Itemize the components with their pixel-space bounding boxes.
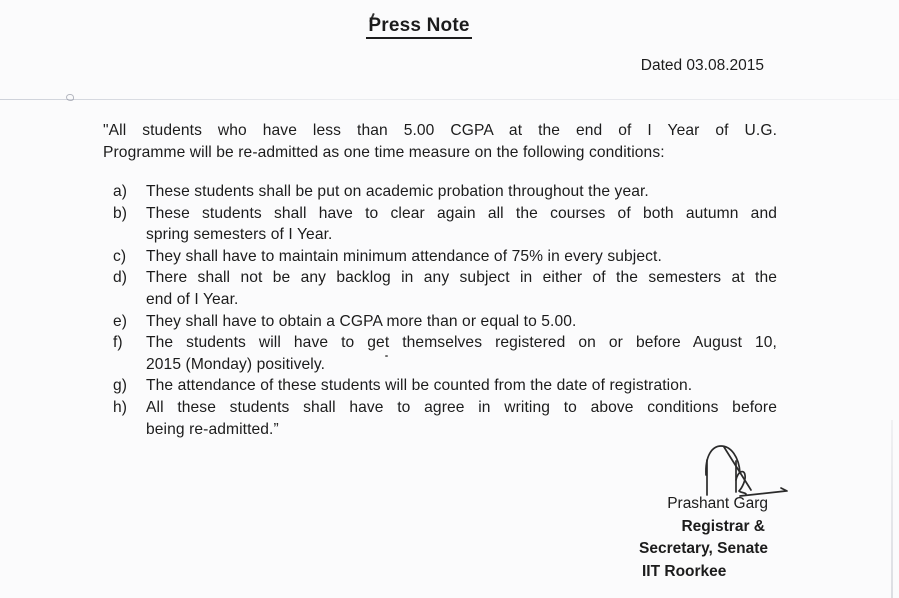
list-item-line: spring semesters of I Year. [146,226,333,244]
list-item [113,332,777,375]
page-title [0,15,838,37]
list-item [113,311,777,333]
list-item-line: The attendance of these students will be counted from the date of registration. [146,377,693,395]
scan-artifact-speck [66,94,74,101]
list-item-line: All these students shall have to agree in writing to above conditions before [146,398,777,416]
page-title-text: Press Note [366,15,471,39]
list-item-text [146,181,777,203]
intro-line: "All students who have less than 5.00 CGPA at the end of I Year of U.G. [103,122,777,139]
list-item [113,267,777,310]
signatory-name: Prashant Garg [667,495,768,512]
list-item-marker: a) [113,183,128,200]
list-item-text [146,375,777,397]
list-item-marker: h) [113,398,128,416]
list-item-text [146,332,777,375]
list-item-marker: b) [113,204,128,222]
list-item-marker: e) [113,312,128,330]
intro-paragraph [103,120,777,163]
list-item-marker: c) [113,247,127,265]
list-item-line: 2015 (Monday) positively. [146,355,326,373]
signatory-designation: Secretary, Senate [639,540,768,557]
list-item-line: These students shall be put on academic probation throughout the year. [146,183,649,200]
list-item-line: The students will have to get themselves registered on or before August 10, [146,334,777,352]
conditions-list [113,181,777,440]
list-item-line: end of I Year. [146,290,239,308]
signatory-organization: IIT Roorkee [642,563,727,580]
scan-artifact-streak [891,420,893,598]
date-line: Dated 03.08.2015 [640,57,764,74]
list-item [113,203,777,246]
list-item-text [146,311,777,333]
list-item-text [146,246,777,268]
signatory-designation: Registrar & [681,518,765,535]
list-item-text [146,397,777,440]
list-item-line: There shall not be any backlog in any subject in either of the semesters at the [146,269,777,287]
list-item-marker: f) [113,334,123,352]
list-item-marker: d) [113,269,128,287]
list-item-line: They shall have to maintain minimum attendance of 75% in every subject. [146,247,662,265]
list-item [113,246,777,268]
list-item-line: being re-admitted.” [146,420,279,438]
list-item-marker: g) [113,377,128,395]
list-item-line: They shall have to obtain a CGPA more than or equal to 5.00. [146,312,577,330]
list-item [113,181,777,203]
list-item [113,397,777,440]
list-item-text [146,267,777,310]
signature-scribble [698,442,798,502]
intro-line: Programme will be re-admitted as one time measure on the following conditions: [103,143,665,161]
scan-artifact-line [0,99,899,100]
list-item [113,375,777,397]
list-item-line: These students shall have to clear again all the courses of both autumn and [146,204,777,222]
list-item-text [146,203,777,246]
